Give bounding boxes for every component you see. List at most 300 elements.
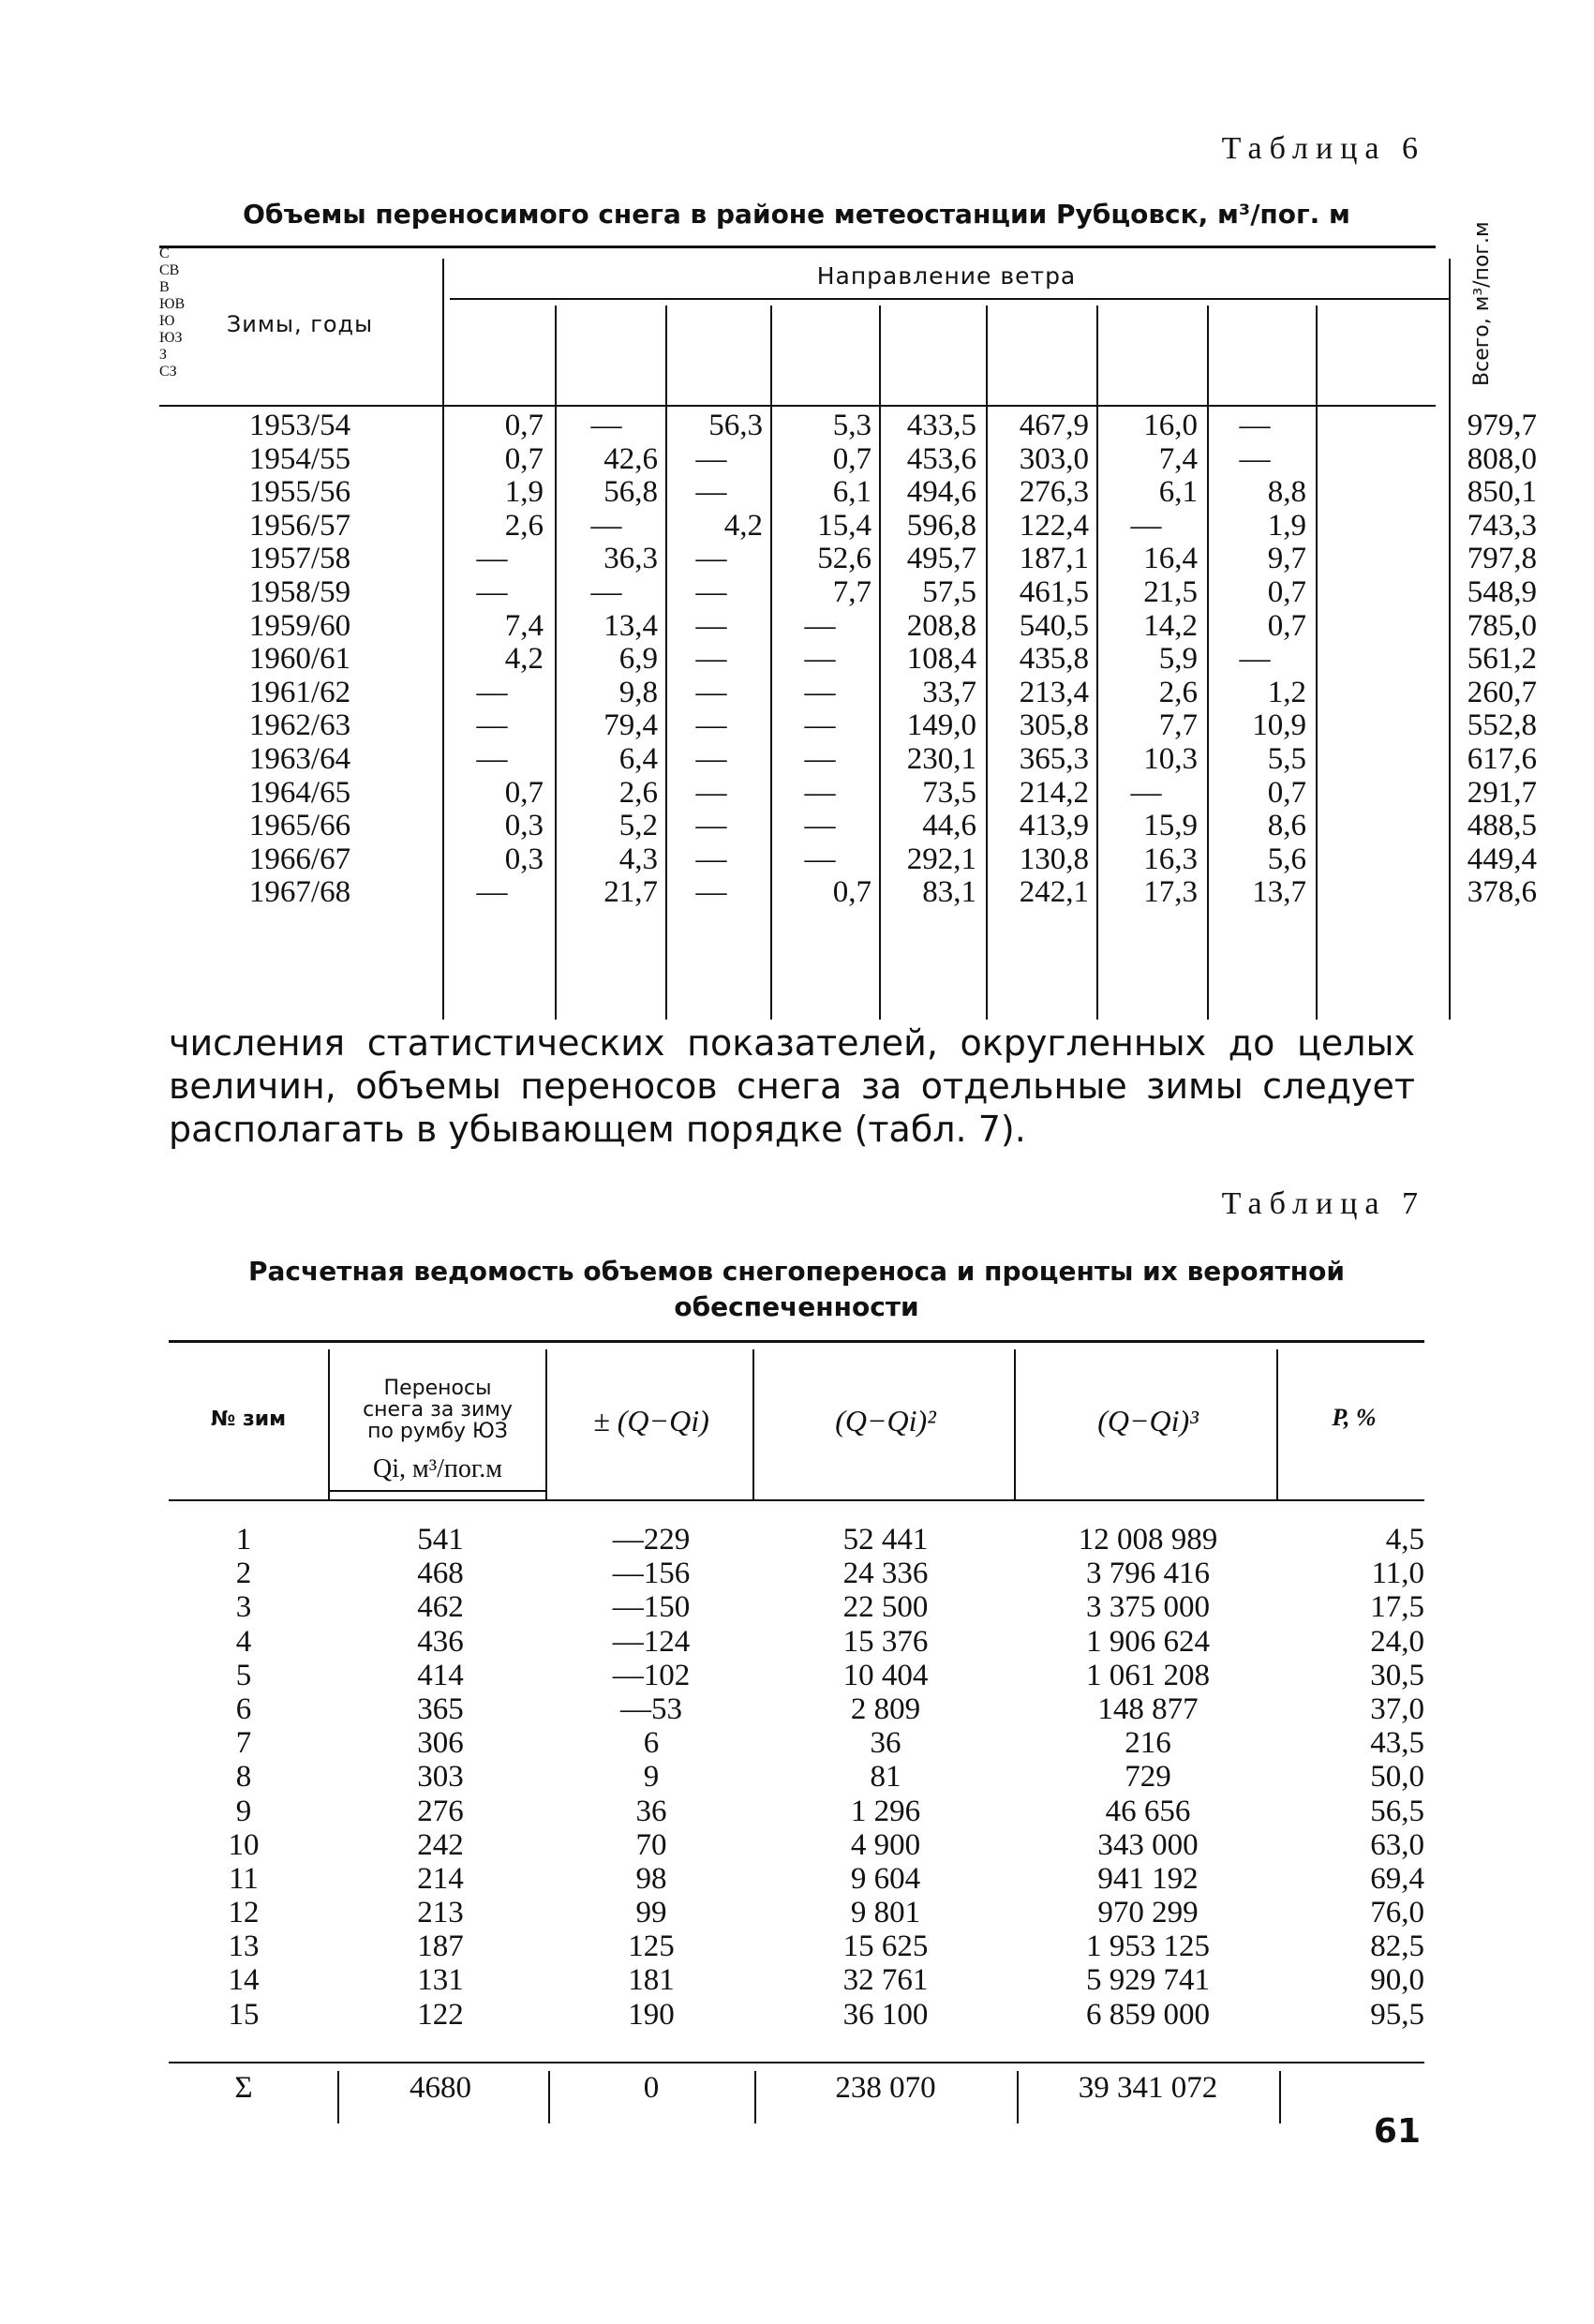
table6-value-cell: 5,2 <box>618 809 658 843</box>
table6-value-cell: 0,7 <box>1267 574 1306 609</box>
table6-value-cell: 73,5 <box>922 775 976 810</box>
table7-cell: —102 <box>612 1658 691 1692</box>
table6-value-cell: 214,2 <box>1019 775 1089 810</box>
table6-value-cell: 979,7 <box>1467 409 1537 442</box>
table7-cell: 11,0 <box>1371 1557 1424 1591</box>
table6-row <box>159 574 1537 610</box>
table6-value-cell: 208,8 <box>906 608 976 643</box>
table6-row <box>159 675 1537 710</box>
table6-value-cell: 0,3 <box>504 842 544 876</box>
table6-year-cell: 1962/63 <box>248 708 351 743</box>
table6-value-cell: 16,4 <box>1143 542 1198 576</box>
table6-value-cell: — <box>695 875 727 910</box>
table7-cell: 95,5 <box>1370 1997 1424 2032</box>
table6-value-cell: — <box>695 775 727 810</box>
table7-cell: 46 656 <box>1105 1794 1191 1828</box>
table7-cell: 125 <box>628 1929 675 1964</box>
table7-cell: 3 796 416 <box>1086 1557 1210 1591</box>
table7-row <box>169 1659 1424 1692</box>
table6-value-cell: 36,3 <box>603 542 658 576</box>
table7-cell: 541 <box>417 1523 464 1557</box>
table6-value-cell: 8,6 <box>1267 809 1306 843</box>
table6-row <box>159 842 1537 877</box>
table6-value-cell: 276,3 <box>1019 475 1089 510</box>
table6-value-cell: — <box>804 642 836 677</box>
table6-value-cell: — <box>804 708 836 743</box>
table6-dir-header: В <box>159 279 170 295</box>
table6-value-cell: 230,1 <box>906 741 976 776</box>
table6-value-cell: — <box>1239 441 1271 476</box>
table6-value-cell: — <box>695 741 727 776</box>
table6-row <box>159 542 1537 576</box>
table6-direction-rule <box>450 298 1449 300</box>
table7-transfer-header: Переносы снега за зиму по румбу ЮЗ Qi, м³/пог.м <box>328 1368 547 1492</box>
table6-value-cell: — <box>695 574 727 609</box>
table6-row <box>159 475 1537 510</box>
table6-value-cell: 10,3 <box>1143 741 1198 776</box>
table7-cell: 5 <box>235 1658 252 1692</box>
table6-value-cell: 378,6 <box>1467 875 1537 910</box>
table7-row <box>169 1523 1424 1557</box>
table6-value-cell: 0,7 <box>1267 775 1306 810</box>
table6-value-cell: 540,5 <box>1019 608 1089 643</box>
table7-cell: 90,0 <box>1370 1963 1424 1998</box>
table7-diff-header: ± (Q−Qi) <box>593 1404 709 1438</box>
table6-value-cell: 461,5 <box>1019 574 1089 609</box>
table6-value-cell: 6,4 <box>618 741 658 776</box>
table7-cell: 36 100 <box>842 1997 929 2032</box>
table6-value-cell: — <box>476 708 508 743</box>
table7-row <box>169 1828 1424 1862</box>
table6-value-cell: 122,4 <box>1019 508 1089 543</box>
table6-value-cell: 149,0 <box>906 708 976 743</box>
table6-value-cell: 56,8 <box>603 475 658 510</box>
table7-cell: 12 008 989 <box>1078 1523 1218 1557</box>
table6-dir-header: СЗ <box>159 364 177 380</box>
table7-row <box>169 1760 1424 1794</box>
table6-row <box>159 875 1537 910</box>
table6-value-cell: 785,0 <box>1467 608 1537 643</box>
table6-year-cell: 1965/66 <box>248 809 351 843</box>
table7-cell: 365 <box>417 1691 464 1726</box>
table6-value-cell: 561,2 <box>1467 642 1537 677</box>
table6-value-cell: 7,4 <box>1158 441 1198 476</box>
table7-cell: 303 <box>417 1760 464 1795</box>
table6-value-cell: 449,4 <box>1467 842 1537 876</box>
table6-year-cell: 1953/54 <box>248 409 351 442</box>
table6-year-cell: 1954/55 <box>248 441 351 476</box>
table7-cell: 36 <box>635 1794 667 1828</box>
table7-label: Таблица 7 <box>1221 1186 1425 1221</box>
table6-value-cell: 5,3 <box>832 409 871 442</box>
table6-value-cell: 108,4 <box>906 642 976 677</box>
table6-value-cell: — <box>804 809 836 843</box>
table6-value-cell: 6,9 <box>618 642 658 677</box>
table6-dir-header: С <box>159 246 170 261</box>
table6-dir-header: Ю <box>159 313 175 329</box>
table7-row <box>169 1795 1424 1828</box>
table6 <box>159 221 1537 910</box>
table7-row <box>169 1557 1424 1590</box>
table6-value-cell: — <box>695 809 727 843</box>
table6-value-cell: 21,5 <box>1143 574 1198 609</box>
table7-cell: 1 296 <box>850 1794 921 1828</box>
table6-value-cell: — <box>695 441 727 476</box>
table6-value-cell: 0,7 <box>1267 608 1306 643</box>
table6-value-cell: 242,1 <box>1019 875 1089 910</box>
table6-value-cell: — <box>804 741 836 776</box>
table7-vline <box>752 1349 754 1499</box>
table6-value-cell: — <box>804 842 836 876</box>
table6-dir-header: ЮЗ <box>159 330 183 346</box>
table7-cell: 3 375 000 <box>1086 1590 1210 1625</box>
table6-value-cell: 413,9 <box>1019 809 1089 843</box>
table7-cell: 6 <box>643 1726 660 1761</box>
table7-cell: 468 <box>417 1557 464 1591</box>
table6-value-cell: 494,6 <box>906 475 976 510</box>
page-number: 61 <box>1373 2112 1421 2151</box>
table6-year-cell: 1959/60 <box>248 608 351 643</box>
table7-row <box>169 1590 1424 1624</box>
table6-value-cell: 7,7 <box>1158 708 1198 743</box>
table7-cell: 9 <box>643 1760 660 1795</box>
table7-row <box>169 1692 1424 1726</box>
table6-value-cell: 33,7 <box>922 675 976 709</box>
table7-sum-cell: 0 <box>643 2071 660 2105</box>
table6-year-cell: 1957/58 <box>248 542 351 576</box>
table7-cell: 10 404 <box>842 1658 929 1692</box>
table6-value-cell: 6,1 <box>832 475 871 510</box>
table6-value-cell: 56,3 <box>708 409 763 442</box>
table7-cell: —150 <box>612 1590 691 1625</box>
table6-value-cell: 16,0 <box>1143 409 1198 442</box>
table7-cell: 69,4 <box>1370 1861 1424 1896</box>
table6-value-cell: 13,4 <box>603 608 658 643</box>
table6-value-cell: — <box>695 675 727 709</box>
table7-cell: 17,5 <box>1370 1590 1424 1625</box>
table6-value-cell: 9,8 <box>618 675 658 709</box>
table7-vline <box>548 2071 550 2123</box>
table7-cell: 9 801 <box>850 1896 921 1930</box>
table6-value-cell: 16,3 <box>1143 842 1198 876</box>
table7-cell: 56,5 <box>1370 1794 1424 1828</box>
table6-value-cell: 57,5 <box>922 574 976 609</box>
table6-value-cell: 797,8 <box>1467 542 1537 576</box>
table6-value-cell: 7,7 <box>832 574 871 609</box>
table6-value-cell: — <box>1239 642 1271 677</box>
table7-cell: 37,0 <box>1370 1691 1424 1726</box>
table6-value-cell: — <box>476 875 508 910</box>
table7-cell: 148 877 <box>1097 1691 1199 1726</box>
table6-value-cell: 291,7 <box>1467 775 1537 810</box>
table7-cell: 24,0 <box>1370 1624 1424 1659</box>
body-paragraph: числения статистических показателей, округленных до целых величин, объемы переносов снега за отдельные зимы следует располагать в убывающем порядке (табл. 7). <box>169 1022 1415 1150</box>
table6-value-cell: 15,4 <box>817 508 871 543</box>
table6-value-cell: 2,6 <box>618 775 658 810</box>
table7-cell: 2 809 <box>850 1691 921 1726</box>
table6-value-cell: 6,1 <box>1158 475 1198 510</box>
table6-value-cell: 433,5 <box>906 409 976 442</box>
table6-value-cell: 9,7 <box>1267 542 1306 576</box>
table7-row <box>169 1963 1424 1997</box>
table7-title-line2: обеспеченности <box>674 1291 919 1322</box>
table7-cell: 1 906 624 <box>1086 1624 1210 1659</box>
table6-value-cell: — <box>695 708 727 743</box>
table6-value-cell: 44,6 <box>922 809 976 843</box>
table7-diff3-header: (Q−Qi)³ <box>1097 1404 1199 1438</box>
table6-value-cell: 303,0 <box>1019 441 1089 476</box>
table7-cell: 242 <box>417 1827 464 1862</box>
table6-value-cell: 495,7 <box>906 542 976 576</box>
table6-years-header: Зимы, годы <box>226 311 374 337</box>
table7-cell: 9 <box>235 1794 252 1828</box>
table6-value-cell: — <box>804 675 836 709</box>
table7-cell: 70 <box>635 1827 667 1862</box>
table7-header-rule <box>169 1499 1424 1501</box>
table7-cell: —156 <box>612 1557 691 1591</box>
table7-cell: 970 299 <box>1097 1896 1199 1930</box>
table6-total-header: Всего, м³/пог.м <box>1470 221 1494 386</box>
table7-cell: 81 <box>870 1760 901 1795</box>
table6-value-cell: 17,3 <box>1143 875 1198 910</box>
table6-value-cell: 1,2 <box>1267 675 1306 709</box>
table6-value-cell: 7,4 <box>504 608 544 643</box>
table7-cell: 729 <box>1125 1760 1171 1795</box>
table6-value-cell: 0,7 <box>504 441 544 476</box>
table6-value-cell: 1,9 <box>504 475 544 510</box>
table7-vline <box>754 2071 756 2123</box>
table7-sum-cell: 39 341 072 <box>1078 2071 1218 2105</box>
table7-cell: 63,0 <box>1370 1827 1424 1862</box>
table6-value-cell: 4,3 <box>618 842 658 876</box>
table7-vline <box>1014 1349 1016 1499</box>
table6-year-cell: 1958/59 <box>248 574 351 609</box>
table7-cell: 4 <box>235 1624 252 1659</box>
table7-vline <box>545 1349 547 1499</box>
table6-value-cell: 130,8 <box>1019 842 1089 876</box>
table6-row <box>159 708 1537 743</box>
table6-value-cell: 4,2 <box>504 642 544 677</box>
table6-header <box>159 221 1494 403</box>
table7-cell: 4 900 <box>850 1827 921 1862</box>
table6-value-cell: — <box>1130 508 1162 543</box>
table7-cell: —53 <box>620 1691 682 1726</box>
table7-row <box>169 1998 1424 2032</box>
table6-value-cell: 305,8 <box>1019 708 1089 743</box>
table6-row <box>159 741 1537 777</box>
table6-value-cell: 488,5 <box>1467 809 1537 843</box>
table7-cell: 7 <box>235 1726 252 1761</box>
table7-cell: 43,5 <box>1370 1726 1424 1761</box>
table7-cell: 462 <box>417 1590 464 1625</box>
table7-cell: 190 <box>628 1997 675 2032</box>
table6-value-cell: 0,7 <box>504 409 544 442</box>
table6-value-cell: — <box>590 409 622 442</box>
table6-value-cell: — <box>476 741 508 776</box>
table6-value-cell: 617,6 <box>1467 741 1537 776</box>
table6-year-cell: 1960/61 <box>248 642 351 677</box>
table6-value-cell: 10,9 <box>1252 708 1306 743</box>
table7-cell: 436 <box>417 1624 464 1659</box>
table6-year-cell: 1966/67 <box>248 842 351 876</box>
table6-header-rule <box>159 405 1436 407</box>
table6-value-cell: — <box>804 608 836 643</box>
table6-value-cell: 52,6 <box>817 542 871 576</box>
table6-value-cell: 292,1 <box>906 842 976 876</box>
table7-title-line1: Расчетная ведомость объемов снегопереноса и проценты их вероятной <box>248 1256 1345 1287</box>
table6-value-cell: 596,8 <box>906 508 976 543</box>
table6-dir-header: З <box>159 347 168 363</box>
table7-row <box>169 1726 1424 1760</box>
table6-value-cell: — <box>1239 409 1271 442</box>
table6-row <box>159 775 1537 811</box>
table7-cell: 122 <box>417 1997 464 2032</box>
table7-cell: 36 <box>870 1726 901 1761</box>
table7-cell: 9 604 <box>850 1861 921 1896</box>
table6-value-cell: — <box>804 775 836 810</box>
table6-value-cell: 187,1 <box>1019 542 1089 576</box>
table7-cell: 306 <box>417 1726 464 1761</box>
table7-cell: 4,5 <box>1385 1523 1424 1557</box>
table7-cell: 15 376 <box>842 1624 929 1659</box>
table7-sum-cell: Σ <box>234 2071 253 2105</box>
table6-row <box>159 809 1537 843</box>
table7-row <box>169 1625 1424 1659</box>
table6-value-cell: 21,7 <box>603 875 658 910</box>
table7-cell: 131 <box>417 1963 464 1998</box>
table6-value-cell: 0,7 <box>832 875 871 910</box>
table6-value-cell: 743,3 <box>1467 508 1537 543</box>
table7-header <box>169 1340 1424 1499</box>
table6-value-cell: 1,9 <box>1267 508 1306 543</box>
table7-num-header: № зим <box>210 1408 287 1431</box>
table7-sum-cell: 238 070 <box>835 2071 936 2105</box>
table7-cell: 15 625 <box>842 1929 929 1964</box>
table7-cell: 76,0 <box>1370 1896 1424 1930</box>
table6-year-cell: 1961/62 <box>248 675 351 709</box>
table6-value-cell: 453,6 <box>906 441 976 476</box>
table6-value-cell: 83,1 <box>922 875 976 910</box>
table7-cell: 99 <box>635 1896 667 1930</box>
table7-cell: 213 <box>417 1896 464 1930</box>
table7-cell: 8 <box>235 1760 252 1795</box>
table6-value-cell: 5,6 <box>1267 842 1306 876</box>
table7-vline <box>1276 1349 1278 1499</box>
table6-value-cell: — <box>476 542 508 576</box>
table6-value-cell: — <box>695 475 727 510</box>
table7-cell: 32 761 <box>842 1963 929 1998</box>
table6-row <box>159 508 1537 544</box>
table6-year-cell: 1964/65 <box>248 775 351 810</box>
table6-value-cell: 2,6 <box>1158 675 1198 709</box>
table6-value-cell: 552,8 <box>1467 708 1537 743</box>
table6-value-cell: — <box>695 608 727 643</box>
table6-value-cell: 808,0 <box>1467 441 1537 476</box>
table7-cell: 10 <box>228 1827 260 1862</box>
table6-value-cell: 0,7 <box>504 775 544 810</box>
table6-year-cell: 1955/56 <box>248 475 351 510</box>
table6-value-cell: — <box>476 574 508 609</box>
table6-value-cell: 365,3 <box>1019 741 1089 776</box>
table7-cell: 14 <box>228 1963 260 1998</box>
table7-cell: 24 336 <box>842 1557 929 1591</box>
table7-row <box>169 1896 1424 1929</box>
table7-cell: 276 <box>417 1794 464 1828</box>
table7-cell: 187 <box>417 1929 464 1964</box>
table6-value-cell: 213,4 <box>1019 675 1089 709</box>
table7-cell: 12 <box>228 1896 260 1930</box>
table7-row <box>169 1862 1424 1896</box>
table7-cell: 98 <box>635 1861 667 1896</box>
table7-sum-rule <box>169 2062 1424 2063</box>
table6-value-cell: — <box>590 508 622 543</box>
table6-value-cell: 548,9 <box>1467 574 1537 609</box>
table7-cell: 15 <box>228 1997 260 2032</box>
table6-value-cell: 14,2 <box>1143 608 1198 643</box>
table6-value-cell: 435,8 <box>1019 642 1089 677</box>
table7-cell: 1 <box>235 1523 252 1557</box>
table6-row <box>159 642 1537 677</box>
table6-value-cell: 850,1 <box>1467 475 1537 510</box>
table7-cell: 214 <box>417 1861 464 1896</box>
table7-sum-cell: 4680 <box>410 2071 471 2105</box>
table7-vline <box>337 2071 339 2123</box>
table6-row <box>159 409 1537 443</box>
table7-p-header: P, % <box>1332 1404 1377 1431</box>
table7-cell: 216 <box>1125 1726 1171 1761</box>
table6-value-cell: 2,6 <box>504 508 544 543</box>
table6-value-cell: 15,9 <box>1143 809 1198 843</box>
table7-cell: 414 <box>417 1658 464 1692</box>
table7-cell: 3 <box>235 1590 252 1625</box>
table6-value-cell: — <box>695 642 727 677</box>
table6-value-cell: — <box>1130 775 1162 810</box>
table7-cell: 30,5 <box>1370 1658 1424 1692</box>
table7-cell: 6 859 000 <box>1086 1997 1210 2032</box>
table7-cell: 2 <box>235 1557 252 1591</box>
table7-vline <box>328 1349 330 1499</box>
table6-value-cell: — <box>695 842 727 876</box>
table7-cell: 1 061 208 <box>1086 1658 1210 1692</box>
table6-year-cell: 1956/57 <box>248 508 351 543</box>
table7-cell: —229 <box>612 1523 691 1557</box>
table6-value-cell: — <box>695 542 727 576</box>
table7-cell: 941 192 <box>1097 1861 1199 1896</box>
table7-cell: 82,5 <box>1370 1929 1424 1964</box>
table7-cell: 6 <box>235 1691 252 1726</box>
table6-value-cell: — <box>476 675 508 709</box>
table6-dir-header: ЮВ <box>159 296 186 312</box>
table7-cell: 1 953 125 <box>1086 1929 1210 1964</box>
table7-cell: 13 <box>228 1929 260 1964</box>
table6-label: Таблица 6 <box>1221 131 1425 166</box>
table6-year-cell: 1967/68 <box>248 875 351 910</box>
table6-value-cell: 260,7 <box>1467 675 1537 709</box>
table6-value-cell: 4,2 <box>723 508 763 543</box>
table6-value-cell: 5,5 <box>1267 741 1306 776</box>
table7-cell: 181 <box>628 1963 675 1998</box>
table7-cell: —124 <box>612 1624 691 1659</box>
table7-cell: 50,0 <box>1370 1760 1424 1795</box>
table6-year-cell: 1963/64 <box>248 741 351 776</box>
table7-vline <box>1017 2071 1019 2123</box>
table6-title: Объемы переносимого снега в районе метеостанции Рубцовск, м³/пог. м <box>243 199 1350 230</box>
table6-value-cell: 5,9 <box>1158 642 1198 677</box>
table7-diff2-header: (Q−Qi)² <box>835 1404 936 1438</box>
table6-dir-header: СВ <box>159 262 180 278</box>
table6-value-cell: 13,7 <box>1252 875 1306 910</box>
table6-value-cell: 79,4 <box>603 708 658 743</box>
